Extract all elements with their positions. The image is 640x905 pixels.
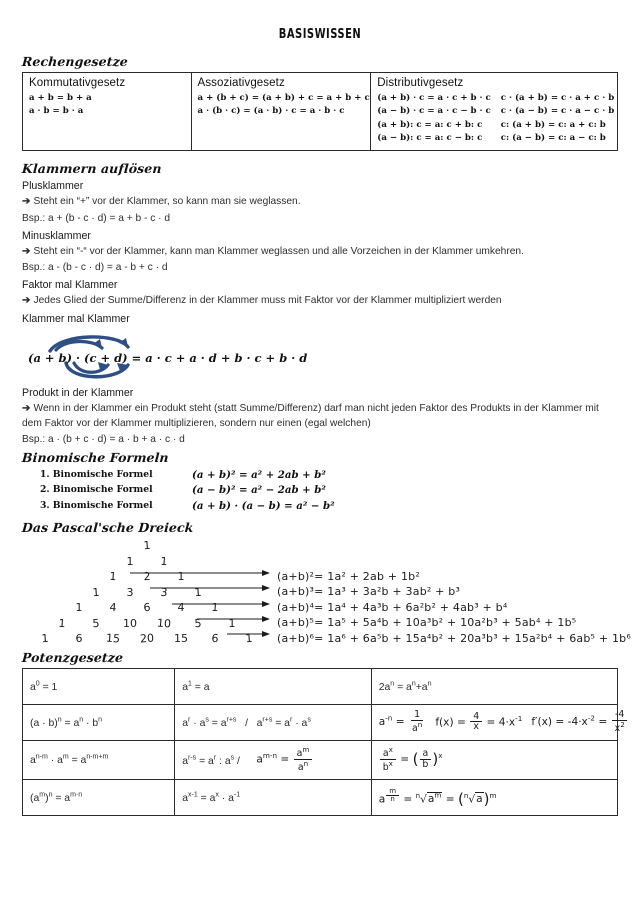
distributiv-columns [377,92,615,145]
example-minusklammer: Bsp.: a - (b - c · d) = a - b + c · d [22,262,168,274]
pascal-number: 10 [156,616,172,631]
law-item: (a − b) · c = a · c − b · c [377,106,491,117]
pascal-row [22,631,272,647]
expansion-rhs: 1a⁴ + 4a³b + 6a²b² + 4ab³ + b⁴ [327,600,508,614]
pascal-row [22,615,272,631]
law-list [197,92,370,119]
quotient-rule: $a^{m-n}$ = $\frac{a^m}{a^n}$ [256,746,313,773]
binomische-list [22,468,618,514]
pascal-number: 4 [109,600,117,615]
cell-title: Assoziativgesetz [197,77,285,89]
pot-cell [23,704,175,740]
table-row [23,668,618,704]
pot-cell [175,704,371,740]
pot-cell [371,779,617,815]
pascal-number: 3 [126,585,134,599]
pascal-expansion-line [277,600,631,615]
expansion-rhs: 1a² + 2ab + 1b² [327,569,420,583]
pascal-number: 3 [160,585,168,599]
cell-distributivgesetz [371,73,618,151]
law-list-right [501,92,614,145]
pascal-number: 5 [194,616,202,630]
section-heading-pascal: Das Pascal'sche Dreieck [21,519,195,535]
cell-kommutativgesetz [23,73,192,151]
pascal-number: 6 [211,631,219,646]
subheading-produkt-in-der-klammer: Produkt in der Klammer [22,386,134,399]
pot-formula: $(a^m)^n = a^{m\cdot n}$ [30,791,83,804]
expansion-lhs: (a+b)³= [277,585,328,599]
pascal-row [22,600,272,616]
pascal-number: 1 [160,554,168,568]
pascal-number: 1 [41,631,49,646]
fraction: $\frac{a^m}{a^n}$ [294,746,313,773]
rule-text: Jedes Glied der Summe/Differenz in der Klammer muss mit Faktor vor der Klammer multipliziert werden [33,295,502,307]
pot-handwritten [378,709,625,735]
pot-cell [175,668,371,704]
derivative-example: $f'(x) = -4\cdot x^{-2}$ = $\frac{-4}{x^2}$ [531,710,628,734]
law-item: (a + b): c = a: c + b: c [377,119,483,130]
law-item: a + b = b + a [29,93,92,103]
law-item: c · (a + b) = c · a + c · b [500,93,615,103]
expansion-lhs: (a+b)²= [277,569,328,583]
binom-label: 2. Binomische Formel [40,484,153,496]
pot-formula: $a^{x-1} = a^x \cdot a^{-1}$ [182,791,241,804]
law-item: c: (a + b) = c: a + c: b [500,119,606,130]
foil-diagram [22,331,618,383]
pascal-expansion-line [277,584,631,599]
pascal-number: 1 [228,616,236,630]
pot-cell [175,779,371,815]
law-item: c · (a − b) = c · a − c · b [500,106,615,117]
subheading-klammer-mal-klammer: Klammer mal Klammer [22,312,130,325]
pascal-row [22,584,272,600]
rule-text: Wenn in der Klammer ein Produkt steht (statt Summe/Differenz) darf man nicht jeden Faktor des Produkts in der Klammer mit dem Faktor vor der Klammer multiplizieren, sondern nur einen (egal welchen) [22,402,599,430]
pascal-triangle-block [22,538,631,646]
rule-text: Steht ein “-“ vor der Klammer, kann man Klammer weglassen und alle Vorzeichen in der Klammer umkehren. [33,245,524,257]
pot-cell [23,779,175,815]
law-item: a + (b + c) = (a + b) + c = a + b + c [197,93,370,103]
pascal-number: 1 [143,538,151,553]
table-row [23,704,618,740]
binom-label: 3. Binomische Formel [40,500,153,512]
rechengesetze-table [22,72,618,151]
power-of-quotient-rule: $\frac{a^x}{b^x}$ = ( $\frac{a}{b}$ )$^x$ [379,746,443,773]
cell-title: Kommutativgesetz [29,77,126,89]
fraction: $\frac{a^x}{b^x}$ [380,746,396,773]
fraction: $\frac{-4}{x^2}$ [612,710,628,734]
pascal-number: 10 [123,616,137,630]
rule-faktor-mal-klammer [22,293,618,308]
pascal-number: 1 [211,600,219,615]
pascal-number: 1 [245,631,253,646]
pascal-number: 5 [92,616,100,630]
subheading-plusklammer: Plusklammer [22,180,84,193]
pascal-row [22,538,272,554]
example-plusklammer: Bsp.: a + (b - c · d) = a + b - c · d [22,212,171,224]
pascal-row [22,569,272,585]
expansion-rhs: 1a⁵ + 5a⁴b + 10a³b² + 10a²b³ + 5ab⁴ + 1b⁵ [327,616,577,630]
table-row [23,740,618,779]
rule-plusklammer [22,194,618,209]
pot-handwritten [379,746,610,773]
pot-formula: $a^0 = 1$ [30,680,58,693]
neg-exponent-rule: $a^{-n}$ = $\frac{1}{a^n}$ [379,710,427,734]
law-item: a · b = b · a [29,106,84,117]
pascal-number: 1 [92,585,100,599]
pascal-triangle [22,538,272,647]
pascal-expansions [277,569,631,646]
section-heading-rechengesetze: Rechengesetze [21,54,129,69]
arrow-icon: ➔ [22,402,31,414]
pot-handwritten [379,788,610,807]
pascal-number: 1 [126,554,134,568]
function-example: f(x) = $\frac{4}{x}$ = $4\cdot x^{-1}$ [435,710,523,733]
law-item: (a + b) · c = a · c + b · c [377,93,491,103]
pot-formula: $a^{n-m} \cdot a^m = a^{n-m+m}$ [30,754,109,767]
pot-cell [23,740,175,779]
law-list-left [377,92,490,145]
rule-text: Steht ein “+” vor der Klammer, so kann man sie weglassen. [33,196,301,208]
fraction: $\frac{4}{x}$ [470,712,482,733]
pascal-number: 4 [177,601,185,615]
pascal-expansion-line [277,631,631,646]
pascal-expansion-line [277,569,631,584]
pascal-number: 1 [58,616,66,630]
pascal-number: 1 [177,570,185,584]
binom-row [22,468,618,483]
example-produkt-in-der-klammer: Bsp.: a · (b + c · d) = a · b + a · c · d [22,434,185,446]
fraction: $\frac{a}{b}$ [419,749,431,770]
pascal-number: 6 [75,632,83,646]
pascal-number: 1 [75,601,83,615]
pot-cell [23,668,175,704]
pot-formula: $a^{r-s} = a^r$ : $a^s$ / [182,754,240,767]
subheading-faktor-mal-klammer: Faktor mal Klammer [22,279,118,292]
law-item: (a − b): c = a: c − b: c [377,132,483,143]
expansion-rhs: 1a³ + 3a²b + 3ab² + b³ [327,585,461,599]
pascal-expansion-line [277,615,631,630]
pot-formula: $a^1 = a$ [182,680,210,693]
rational-exponent-rule: a $^{\frac{m}{n}}$ = $^n√a^m = (^n√a)^m$ [378,786,497,808]
rule-minusklammer [22,244,618,259]
page-title: BASISWISSEN [278,26,362,42]
pascal-number: 15 [105,631,121,646]
binom-formula: (a + b)² = a² + 2ab + b² [192,468,326,481]
pascal-number: 1 [194,585,202,599]
pot-cell [371,668,617,704]
pot-cell [371,740,617,779]
arrow-icon: ➔ [22,196,31,208]
binom-label: 1. Binomische Formel [40,468,153,480]
cell-assoziativgesetz [191,73,371,151]
potenzgesetze-table [22,668,625,816]
pot-formula: $(a \cdot b)^n = a^n \cdot b^n$ [30,716,103,729]
section-heading-klammern: Klammern auflösen [21,161,163,177]
pot-formula: $a^r \cdot a^s = a^{r+s} / a^{r+s} = a^r \cdot a^s$ [182,716,311,729]
arrow-icon: ➔ [22,295,31,307]
expansion-lhs: (a+b)⁴= [277,600,328,614]
pascal-number: 1 [109,569,117,584]
pot-formula: $2a^n = a^n+a^n$ [378,680,432,693]
cell-title: Distributivgesetz [377,77,464,89]
expansion-lhs: (a+b)⁶= [277,631,328,645]
law-list [29,92,185,119]
expansion-rhs: 1a⁶ + 6a⁵b + 15a⁴b² + 20a³b³ + 15a²b⁴ + 6ab⁵ + 1b⁶ [327,631,631,645]
section-heading-binomische-formeln: Binomische Formeln [21,449,170,465]
pascal-number: 2 [143,569,151,584]
table-row [23,779,618,815]
binom-formula: (a − b)² = a² − 2ab + b² [192,484,326,497]
binom-row [22,499,618,514]
pascal-number: 20 [139,631,155,646]
subheading-minusklammer: Minusklammer [22,229,91,242]
pot-cell [371,704,625,740]
pot-handwritten [256,746,313,773]
foil-formula: (a + b) · (c + d) = a · c + a · d + b · c + b · d [28,350,308,365]
pascal-row [22,553,272,569]
law-item: c: (a − b) = c: a − c: b [500,132,606,143]
table-row [23,73,618,151]
arrow-icon: ➔ [22,245,31,257]
section-heading-potenzgesetze: Potenzgesetze [21,649,124,665]
pot-cell [175,740,371,779]
fraction: $\frac{1}{a^n}$ [412,709,423,735]
binom-row [22,483,618,498]
binom-formula: (a + b) · (a − b) = a² − b² [192,500,335,513]
law-item: a · (b · c) = (a · b) · c = a · b · c [197,106,345,117]
pascal-number: 6 [143,600,151,615]
pascal-number: 15 [174,632,188,646]
expansion-lhs: (a+b)⁵= [277,616,328,630]
rule-produkt-in-der-klammer [22,401,618,432]
